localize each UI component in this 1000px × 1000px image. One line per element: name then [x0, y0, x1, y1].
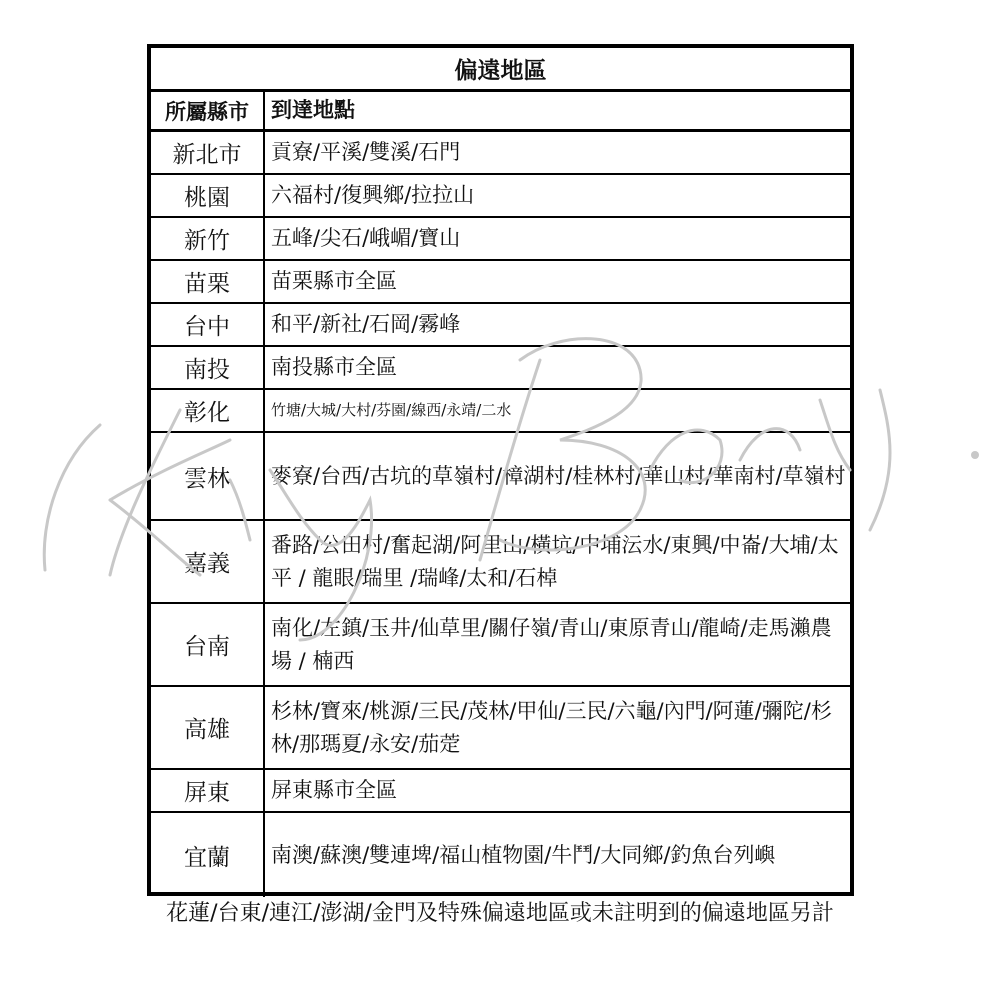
remote-areas-table	[147, 44, 854, 896]
row-county: 雲林	[151, 433, 265, 521]
row-county: 彰化	[151, 390, 265, 433]
row-county: 南投	[151, 347, 265, 390]
row-county: 嘉義	[151, 521, 265, 604]
row-county: 宜蘭	[151, 813, 265, 897]
row-places: 苗栗縣市全區	[265, 261, 850, 304]
row-county: 桃園	[151, 175, 265, 218]
row-places: 麥寮/台西/古坑的草嶺村/樟湖村/桂林村/華山村/華南村/草嶺村	[265, 433, 850, 521]
footnote: 花蓮/台東/連江/澎湖/金門及特殊偏遠地區或未註明到的偏遠地區另計	[166, 901, 834, 926]
row-county: 苗栗	[151, 261, 265, 304]
row-county: 新北市	[151, 132, 265, 175]
table-title: 偏遠地區	[151, 48, 850, 92]
row-places: 和平/新社/石岡/霧峰	[265, 304, 850, 347]
row-county: 台南	[151, 604, 265, 687]
row-places: 六福村/復興鄉/拉拉山	[265, 175, 850, 218]
row-places: 五峰/尖石/峨嵋/寶山	[265, 218, 850, 261]
row-places: 南投縣市全區	[265, 347, 850, 390]
row-places: 貢寮/平溪/雙溪/石門	[265, 132, 850, 175]
row-places: 南澳/蘇澳/雙連埤/福山植物園/牛鬥/大同鄉/釣魚台列嶼	[271, 842, 776, 867]
header-county: 所屬縣市	[151, 92, 265, 132]
header-places: 到達地點	[265, 92, 850, 132]
row-places: 杉林/寶來/桃源/三民/茂林/甲仙/三民/六龜/內門/阿蓮/彌陀/杉林/那瑪夏/永安/茄萣	[265, 687, 850, 770]
row-places: 南化/左鎮/玉井/仙草里/關仔嶺/青山/東原青山/龍崎/走馬瀨農場 / 楠西	[265, 604, 850, 687]
row-county: 台中	[151, 304, 265, 347]
row-places: 屏東縣市全區	[265, 770, 850, 813]
row-places: 竹塘/大城/大村/芬園/線西/永靖/二水	[265, 390, 850, 433]
row-places: 番路/公田村/奮起湖/阿里山/橫坑/中埔沄水/東興/中崙/大埔/太平 / 龍眼/瑞里 /瑞峰/太和/石棹	[265, 521, 850, 604]
row-county: 高雄	[151, 687, 265, 770]
watermark-dot	[971, 451, 979, 459]
row-county: 新竹	[151, 218, 265, 261]
row-county: 屏東	[151, 770, 265, 813]
